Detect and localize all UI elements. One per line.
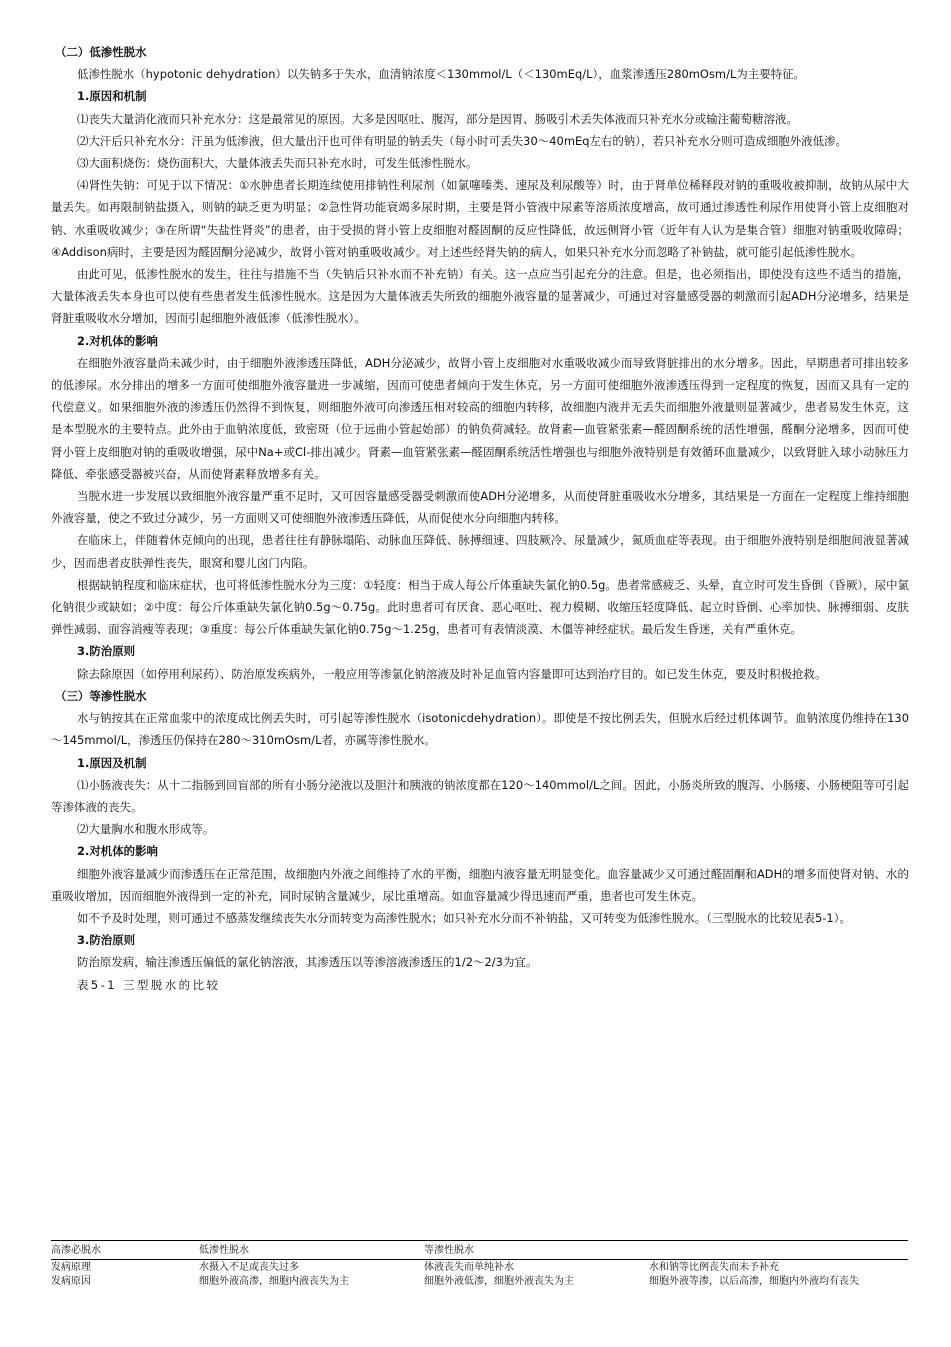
table-header-cell: 低渗性脱水 — [199, 1245, 249, 1256]
paragraph: 由此可见，低渗性脱水的发生，往往与措施不当（失钠后只补水而不补充钠）有关。这一点应当引起充分的注意。但是，也必须指出，即使没有这些不适当的措施，大量体液丢失本身也可以使有些患者发生低渗性脱水。这是因为大量体液丢失所致的细胞外液容量的显著减少，可通过对容量感受器的刺激而引起ADH分泌增多，结果是肾脏重吸收水分增加，因而引起细胞外液低渗（低渗性脱水）。 — [51, 267, 909, 326]
table-header-cell: 等渗性脱水 — [424, 1245, 474, 1256]
section-title-isotonic: （三）等渗性脱水 — [55, 688, 147, 703]
table-caption: 表5-1 三型脱水的比较 — [77, 977, 221, 992]
paragraph: 根据缺钠程度和临床症状，也可将低渗性脱水分为三度：①轻度：相当于成人每公斤体重缺失氯化钠0.5g。患者常感疲乏、头晕，直立时可发生昏倒（昏厥），尿中氯化钠很少或缺如；②中度：每公斤体重缺失氯化钠0.5g～0.75g。此时患者可有厌食、恶心呕吐、视力模糊、收缩压轻度降低、起立时昏倒、心率加快、脉搏细弱、皮肤弹性减弱、面容消瘦等表现；③重度：每公斤体重缺失氯化钠0.75g～1.25g，患者可有表情淡漠、木僵等神经症状。最后发生昏迷，关有严重休克。 — [51, 577, 909, 637]
subheading-causes: 1.原因和机制 — [77, 89, 147, 104]
paragraph: 细胞外液容量减少而渗透压在正常范围，故细胞内外液之间维持了水的平衡，细胞内液容量无明显变化。血容量减少又可通过醛固酮和ADH的增多而使肾对钠、水的重吸收增加，因而细胞外液得到一定的补充，同时尿钠含量减少，尿比重增高。如血容量减少得迅速而严重，患者也可发生休克。 — [51, 866, 909, 903]
subheading-causes: 1.原因及机制 — [77, 755, 147, 770]
paragraph: ⑴小肠液丧失：从十二指肠到回盲部的所有小肠分泌液以及胆汁和胰液的钠浓度都在120～140mmol/L之间。因此，小肠炎所致的腹泻、小肠瘘、小肠梗阻等可引起等渗体液的丧失。 — [51, 777, 909, 814]
paragraph: ⑴丧失大量消化液而只补充水分：这是最常见的原因。大多是因呕吐、腹泻，部分是因胃、肠吸引术丢失体液而只补充水分或输注葡萄糖溶液。 — [77, 111, 798, 126]
subheading-prevention: 3.防治原则 — [77, 933, 136, 948]
table-header-cell: 高渗必脱水 — [51, 1245, 101, 1256]
table-header-row — [51, 1241, 908, 1260]
comparison-table-wrapper — [51, 1240, 908, 1289]
table-cell: 水摄入不足或丧失过多 — [199, 1261, 299, 1273]
paragraph: 如不予及时处理，则可通过不感蒸发继续丧失水分而转变为高渗性脱水；如只补充水分而不补钠盐，又可转变为低渗性脱水。（三型脱水的比较见表5-1）。 — [77, 910, 851, 925]
table-row — [51, 1259, 908, 1274]
paragraph: 防治原发病，输注渗透压偏低的氯化钠溶液，其渗透压以等渗溶液渗透压的1/2～2/3为宜。 — [77, 955, 538, 970]
table-cell: 细胞外液高渗，细胞内液丧失为主 — [199, 1276, 349, 1287]
table-header-cell — [649, 1241, 908, 1260]
section-title-hypotonic: （二）低渗性脱水 — [55, 45, 147, 59]
comparison-table — [51, 1240, 908, 1289]
subheading-effects: 2.对机体的影响 — [77, 333, 158, 348]
subheading-effects: 2.对机体的影响 — [77, 844, 158, 859]
table-cell: 水和钠等比例丧失而未予补充 — [649, 1261, 779, 1273]
paragraph: 除去除原因（如停用利尿药）、防治原发疾病外，一般应用等渗氯化钠溶液及时补足血管内容量即可达到治疗目的。如已发生休克，要及时积极抢救。 — [77, 666, 827, 681]
document-page — [51, 41, 909, 996]
paragraph: ⑵大汗后只补充水分：汗虽为低渗液，但大量出汗也可伴有明显的钠丢失（每小时可丢失30～40mEq左右的钠），若只补充水分则可造成细胞外液低渗。 — [77, 133, 847, 148]
table-cell: 细胞外液等渗，以后高渗，细胞内外液均有丧失 — [649, 1276, 859, 1287]
subheading-prevention: 3.防治原则 — [77, 644, 136, 659]
table-row — [51, 1274, 908, 1289]
paragraph: ⑶大面积烧伤：烧伤面积大，大量体液丢失而只补充水时，可发生低渗性脱水。 — [77, 156, 478, 171]
table-cell: 发病原因 — [51, 1276, 91, 1287]
paragraph: 低渗性脱水（hypotonic dehydration）以失钠多于失水，血清钠浓度＜130mmol/L（＜130mEq/L），血浆渗透压280mOsm/L为主要特征。 — [77, 67, 806, 82]
paragraph: ⑷肾性失钠：可见于以下情况：①水肿患者长期连续使用排钠性利尿剂（如氯噻嗪类、速尿及利尿酸等）时，由于肾单位稀释段对钠的重吸收被抑制，故钠从尿中大量丢失。如再限制钠盐摄入，则钠的缺乏更为明显；②急性肾功能衰竭多尿时期，主要是肾小管液中尿素等溶质浓度增高，故可通过渗透性利尿作用使肾小管上皮细胞对钠、水重吸收减少；③在所谓“失盐性肾炎”的患者，由于受损的肾小管上皮细胞对醛固酮的反应性降低，故远侧肾小管（近年有人认为是集合管）细胞对钠重吸收障碍；④Addison病时，主要是因为醛固酮分泌减少，故肾小管对钠重吸收减少。对上述些经肾失钠的病人，如果只补充水分而忽略了补钠盐，就可能引起低渗性脱水。 — [51, 178, 909, 259]
paragraph: 水与钠按其在正常血浆中的浓度成比例丢失时，可引起等渗性脱水（isotonicdehydration）。即使是不按比例丢失，但脱水后经过机体调节。血钠浓度仍维持在130～145mmol/L，渗透压仍保持在280～310mOsm/L者，亦属等渗性脱水。 — [51, 711, 909, 748]
paragraph: 在细胞外液容量尚未减少时，由于细胞外液渗透压降低，ADH分泌减少，故肾小管上皮细胞对水重吸收减少而导致肾脏排出的水分增多。因此，早期患者可排出较多的低渗尿。水分排出的增多一方面可使细胞外液容量进一步减缩，因而可使患者倾向于发生休克，另一方面可使细胞外液渗透压得到一定程度的恢复，因而又具有一定的代偿意义。如果细胞外液的渗透压仍然得不到恢复，则细胞外液可向渗透压相对较高的细胞内转移，故细胞内液并无丢失而细胞外液量则显著减少，患者易发生休克，这是本型脱水的主要特点。此外由于血钠浓度低，致密斑（位于远曲小管起始部）的钠负荷减轻。故肾素—血管紧张素—醛固酮系统的活性增强，醛酮分泌增多，因而可使肾小管上皮细胞对钠的重吸收增强，尿中Na+或Cl-排出减少。肾素—血管紧张素—醛固酮系统活性增强也与细胞外液特别是有效循环血量减少，以致肾脏入球小动脉压力降低、牵张感受器被兴奋，从而使肾素释放增多有关。 — [51, 355, 909, 481]
paragraph: ⑵大量胸水和腹水形成等。 — [77, 822, 215, 837]
table-cell: 发病原理 — [51, 1261, 91, 1273]
table-cell: 细胞外液低渗，细胞外液丧失为主 — [424, 1276, 574, 1287]
table-cell: 体液丧失而单纯补水 — [424, 1261, 514, 1273]
paragraph: 当脱水进一步发展以致细胞外液容量严重不足时，又可因容量感受器受刺激而使ADH分泌增多，从而使肾脏重吸收水分增多，其结果是一方面在一定程度上维持细胞外液容量，使之不致过分减少，另一方面则又可使细胞外液渗透压降低，从而促使水分向细胞内转移。 — [51, 489, 909, 526]
paragraph: 在临床上，伴随着休克倾向的出现，患者往往有静脉塌陷、动脉血压降低、脉搏细速、四肢厥冷、尿量减少，氮质血症等表现。由于细胞外液特别是细胞间液显著减少，因而患者皮肤弹性丧失，眼窝和婴儿囟门内陷。 — [51, 533, 909, 570]
